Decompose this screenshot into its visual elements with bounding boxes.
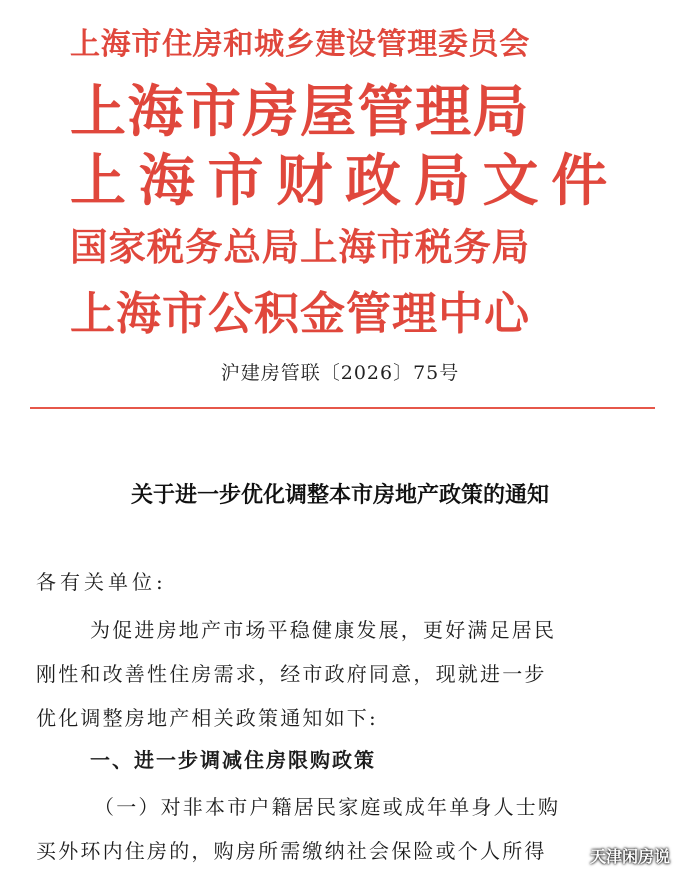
- section-1-line-1: （一）对非本市户籍居民家庭或成年单身人士购: [94, 795, 561, 819]
- issuer-char: 金: [300, 287, 346, 340]
- section-1-line-2: 买外环内住房的，购房所需缴纳社会保险或个人所得: [36, 839, 547, 863]
- issuer-char: 市: [376, 225, 415, 269]
- issuer-char: 屋: [300, 79, 356, 145]
- issuer-line-4: [70, 210, 530, 276]
- issuer-line-2: [70, 79, 530, 145]
- issuer-char: 件: [551, 148, 608, 214]
- issuer-char: 上: [70, 148, 126, 214]
- issuer-char: 员: [468, 27, 499, 62]
- issuer-char: 总: [223, 225, 261, 269]
- issuer-char: 政: [345, 148, 401, 214]
- issuer-char: 海: [127, 79, 184, 145]
- red-divider: [30, 407, 655, 409]
- issuer-char: 房: [242, 79, 299, 145]
- document-number: 沪建房管联〔2026〕75号: [220, 362, 460, 384]
- issuer-line-1: [70, 4, 530, 70]
- issuer-char: 管: [376, 27, 407, 62]
- issuer-char: 务: [184, 225, 223, 269]
- issuer-char: 财: [276, 148, 333, 214]
- issuer-char: 局: [491, 225, 530, 269]
- issuer-char: 海: [338, 225, 376, 269]
- issuer-char: 和: [223, 27, 254, 62]
- issuer-char: 家: [108, 225, 146, 269]
- intro-line-1: 为促进房地产市场平稳健康发展，更好满足居民: [90, 618, 557, 642]
- issuer-char: 乡: [284, 27, 315, 62]
- intro-line-3: 优化调整房地产相关政策通知如下:: [36, 706, 378, 730]
- issuer-char: 局: [472, 79, 529, 145]
- salutation: 各有关单位:: [36, 570, 167, 594]
- issuer-char: 房: [192, 27, 223, 62]
- issuer-char: 理: [407, 27, 438, 62]
- issuer-char: 理: [392, 287, 438, 340]
- issuer-char: 城: [253, 27, 284, 62]
- issuer-char: 海: [116, 287, 162, 340]
- issuer-char: 理: [415, 79, 471, 145]
- issuer-char: 委: [437, 27, 468, 62]
- issuer-char: 海: [138, 148, 195, 214]
- issuer-char: 市: [185, 79, 241, 145]
- issuer-char: 市: [131, 27, 162, 62]
- issuer-char: 务: [453, 225, 491, 269]
- issuer-char: 上: [299, 225, 338, 269]
- issuer-char: 管: [357, 79, 414, 145]
- issuer-char: 海: [100, 27, 131, 62]
- issuer-char: 管: [346, 287, 392, 340]
- issuer-char: 上: [70, 287, 116, 340]
- issuer-char: 税: [414, 225, 453, 269]
- issuer-char: 设: [345, 27, 376, 62]
- issuer-char: 国: [70, 225, 108, 269]
- issuer-char: 上: [70, 79, 126, 145]
- issuer-char: 上: [70, 27, 101, 62]
- issuer-char: 建: [315, 27, 346, 62]
- issuer-char: 公: [208, 287, 254, 340]
- issuer-char: 中: [438, 287, 484, 340]
- issuer-char: 市: [207, 148, 264, 214]
- issuer-char: 心: [484, 287, 530, 340]
- section-1-heading: 一、进一步调减住房限购政策: [90, 748, 376, 772]
- issuer-char: 税: [146, 225, 185, 269]
- issuer-char: 文: [482, 148, 539, 214]
- watermark: 天津闲房说: [589, 847, 670, 866]
- notice-title: 关于进一步优化调整本市房地产政策的通知: [130, 482, 549, 508]
- issuer-char: 住: [161, 27, 193, 62]
- issuer-char: 会: [499, 27, 530, 62]
- issuer-char: 局: [261, 225, 300, 269]
- issuer-char: 市: [162, 287, 208, 340]
- issuer-char: 积: [254, 287, 300, 340]
- intro-line-2: 刚性和改善性住房需求，经市政府同意，现就进一步: [36, 662, 547, 686]
- issuer-line-3: [70, 148, 620, 214]
- issuer-char: 局: [413, 148, 470, 214]
- issuer-line-5: [70, 279, 530, 345]
